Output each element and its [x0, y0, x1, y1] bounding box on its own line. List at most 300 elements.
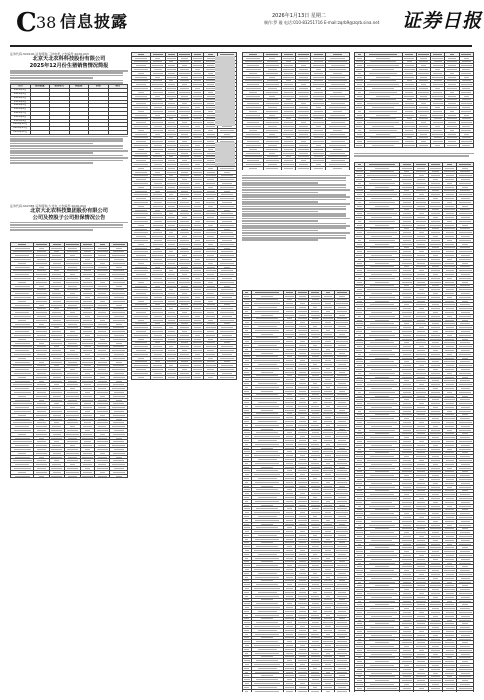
cell-text [181, 286, 188, 287]
cell-text [331, 141, 345, 142]
cell-text [311, 596, 319, 597]
table-header: 销售收入 [50, 85, 70, 89]
cell-text [168, 103, 176, 104]
text-line [10, 75, 123, 77]
cell-text [287, 641, 291, 642]
cell-text [221, 270, 233, 271]
cell-text [287, 489, 291, 490]
cell-text [326, 292, 330, 293]
cell-text [168, 179, 176, 180]
cell-text [168, 65, 176, 66]
cell-text [53, 472, 61, 473]
cell-text [112, 312, 126, 313]
cell-text [134, 297, 147, 298]
cell-text [82, 267, 92, 268]
table-cell [322, 689, 335, 692]
cell-text [261, 429, 273, 430]
cell-text [52, 388, 61, 389]
cell-text [338, 668, 346, 669]
cell-text [284, 122, 293, 123]
cell-text [154, 335, 162, 336]
cell-text [98, 464, 106, 465]
cell-text [244, 637, 249, 638]
cell-text [245, 672, 248, 673]
cell-text [195, 145, 199, 146]
cell-text [168, 225, 175, 226]
table-cell [11, 474, 34, 478]
cell-text [222, 221, 233, 222]
cell-text [207, 248, 215, 249]
cell-text [67, 289, 78, 290]
cell-text [339, 448, 344, 449]
cell-text [311, 675, 320, 676]
cell-text [286, 539, 293, 540]
cell-text [258, 535, 277, 536]
cell-text [169, 289, 173, 290]
text-line [10, 227, 123, 229]
cell-text [13, 460, 32, 461]
cell-text [298, 425, 307, 426]
cell-text [15, 324, 30, 325]
cell-text [330, 153, 345, 154]
cell-text [70, 331, 76, 332]
cell-text [14, 468, 31, 469]
cell-text [15, 426, 28, 427]
cell-text [154, 126, 162, 127]
cell-text [98, 324, 107, 325]
cell-text [207, 134, 215, 135]
cell-text [256, 679, 277, 680]
cell-text [83, 331, 93, 332]
cell-text [311, 322, 320, 323]
cell-text [336, 588, 347, 589]
cell-text [299, 107, 308, 108]
cell-text [208, 73, 213, 74]
cell-text [312, 489, 319, 490]
cell-text [83, 415, 92, 416]
cell-text [255, 349, 279, 350]
cell-text [301, 103, 306, 104]
cell-text [53, 244, 61, 245]
cell-text [324, 618, 332, 619]
cell-text [208, 358, 213, 359]
cell-text [244, 622, 250, 623]
cell-text [85, 316, 90, 317]
cell-text [299, 296, 306, 297]
cell-text [66, 434, 79, 435]
cell-text [323, 565, 332, 566]
cell-text [266, 168, 278, 169]
cell-text [154, 145, 162, 146]
cell-text [67, 384, 78, 385]
cell-text [323, 546, 332, 547]
cell-text [286, 577, 293, 578]
cell-text [168, 130, 175, 131]
cell-text [337, 406, 347, 407]
cell-text [97, 259, 107, 260]
cell-text [245, 626, 249, 627]
cell-text [116, 381, 122, 382]
cell-text [39, 381, 44, 382]
cell-text [180, 69, 188, 70]
cell-text [255, 596, 279, 597]
cell-text [246, 115, 260, 116]
cell-text [254, 436, 280, 437]
cell-text [39, 438, 44, 439]
cell-text [311, 486, 320, 487]
cell-text [298, 520, 307, 521]
text-line [242, 237, 346, 239]
text-line [242, 201, 318, 203]
cell-text [268, 88, 278, 89]
cell-text [13, 384, 32, 385]
cell-text [435, 69, 440, 70]
cell-text [312, 508, 319, 509]
cell-text [180, 297, 188, 298]
cell-text [256, 337, 277, 338]
cell-text [195, 202, 199, 203]
cell-text [113, 346, 124, 347]
cell-text [311, 360, 320, 361]
cell-text [70, 350, 76, 351]
cell-text [311, 311, 319, 312]
cell-text [285, 353, 294, 354]
cell-text [462, 61, 471, 62]
cell-text [39, 305, 44, 306]
table-cell: 2025年4月 [11, 100, 31, 104]
cell-text [181, 248, 188, 249]
cell-text [193, 58, 202, 59]
cell-text [298, 61, 308, 62]
cell-text [244, 668, 249, 669]
cell-text [299, 505, 306, 506]
cell-text [316, 164, 321, 165]
cell-text [301, 122, 306, 123]
cell-text [66, 339, 79, 340]
cell-text [37, 392, 45, 393]
cell-text [220, 320, 233, 321]
cell-text [207, 323, 215, 324]
cell-text [180, 61, 189, 62]
cell-text [152, 103, 163, 104]
cell-text [51, 343, 61, 344]
cell-text [168, 111, 175, 112]
cell-text [66, 282, 79, 283]
cell-text [52, 426, 61, 427]
cell-text [299, 611, 307, 612]
cell-text [405, 65, 414, 66]
cell-text [286, 501, 293, 502]
cell-text [182, 217, 187, 218]
cell-text [193, 179, 201, 180]
cell-text [333, 92, 342, 93]
cell-text [311, 467, 320, 468]
cell-text [255, 330, 279, 331]
cell-text [299, 421, 307, 422]
cell-text [300, 569, 304, 570]
cell-text [181, 172, 188, 173]
cell-text [195, 221, 199, 222]
cell-text [85, 278, 90, 279]
cell-text [311, 444, 319, 445]
cell-text [448, 77, 457, 78]
cell-text [256, 508, 277, 509]
cell-text [247, 141, 259, 142]
cell-text [180, 289, 189, 290]
cell-text [134, 99, 149, 100]
cell-text [39, 286, 44, 287]
cell-text [180, 175, 189, 176]
cell-text [134, 183, 147, 184]
cell-text [312, 356, 319, 357]
cell-text [15, 381, 30, 382]
cell-text [313, 592, 317, 593]
cell-text [84, 327, 92, 328]
cell-text [207, 58, 215, 59]
cell-text [180, 99, 189, 100]
guarantee-table [242, 290, 350, 692]
cell-text [51, 286, 61, 287]
cell-text [153, 80, 162, 81]
cell-text [316, 145, 321, 146]
cell-text [245, 482, 248, 483]
cell-text [207, 255, 214, 256]
cell-text [245, 349, 248, 350]
cell-text [324, 296, 332, 297]
cell-text [180, 270, 189, 271]
cell-text [324, 334, 332, 335]
cell-text [266, 84, 279, 85]
cell-text [68, 476, 77, 477]
cell-text [313, 115, 324, 116]
cell-text [97, 430, 107, 431]
cell-text [244, 318, 250, 319]
table-cell [81, 474, 95, 478]
cell-text [244, 326, 249, 327]
cell-text [261, 467, 273, 468]
cell-text [180, 194, 189, 195]
cell-text [138, 54, 145, 55]
cell-text [138, 244, 145, 245]
cell-text [194, 54, 202, 55]
cell-text [245, 607, 249, 608]
cell-text [182, 160, 187, 161]
cell-text [116, 438, 122, 439]
cell-text [337, 470, 346, 471]
cell-text [82, 457, 92, 458]
cell-text [254, 455, 280, 456]
cell-text [112, 369, 126, 370]
cell-text [153, 130, 163, 131]
cell-text [244, 584, 250, 585]
cell-text [245, 322, 249, 323]
cell-text [337, 425, 347, 426]
cell-text [313, 611, 317, 612]
cell-text [14, 354, 31, 355]
text-line [242, 206, 346, 208]
cell-text [336, 531, 347, 532]
cell-text [245, 664, 249, 665]
cell-text [84, 308, 92, 309]
cell-text [244, 592, 249, 593]
cell-text [261, 618, 273, 619]
cell-text [179, 244, 189, 245]
cell-text [333, 73, 342, 74]
cell-text [244, 561, 249, 562]
cell-text [261, 486, 273, 487]
cell-text [314, 54, 323, 55]
cell-text [324, 307, 333, 308]
table-cell [30, 130, 50, 134]
cell-text [324, 535, 333, 536]
cell-text [167, 267, 175, 268]
cell-text [285, 440, 294, 441]
cell-text [98, 286, 107, 287]
cell-text [336, 436, 347, 437]
cell-text [245, 368, 248, 369]
cell-text [207, 361, 215, 362]
cell-text [220, 282, 233, 283]
cell-text [224, 248, 231, 249]
cell-text [461, 73, 471, 74]
cell-text [39, 476, 44, 477]
cell-text [66, 358, 79, 359]
cell-text [114, 373, 124, 374]
cell-text [338, 459, 346, 460]
cell-text [261, 561, 273, 562]
cell-text [36, 282, 46, 283]
cell-text [168, 350, 176, 351]
cell-text [193, 77, 202, 78]
cell-text [314, 73, 323, 74]
cell-text [287, 622, 291, 623]
cell-text [286, 596, 293, 597]
cell-text [181, 361, 188, 362]
cell-text [464, 96, 469, 97]
cell-text [168, 274, 176, 275]
cell-text [357, 65, 362, 66]
cell-text [268, 69, 278, 70]
cell-text [135, 229, 147, 230]
cell-text [206, 194, 216, 195]
cell-text [337, 577, 347, 578]
text-line [242, 218, 350, 220]
cell-text [221, 213, 233, 214]
cell-text [333, 130, 342, 131]
cell-text [313, 141, 323, 142]
cell-text [82, 286, 92, 287]
cell-text [168, 301, 175, 302]
cell-text [134, 88, 147, 89]
cell-text [323, 641, 332, 642]
cell-text [153, 73, 163, 74]
cell-text [53, 358, 61, 359]
cell-text [39, 419, 44, 420]
cell-text [168, 282, 175, 283]
cell-text [311, 542, 320, 543]
cell-text [39, 324, 44, 325]
cell-text [83, 369, 93, 370]
cell-text [153, 194, 162, 195]
cell-text [83, 244, 92, 245]
cell-text [18, 301, 27, 302]
cell-text [167, 248, 175, 249]
cell-text [356, 61, 363, 62]
cell-text [15, 445, 28, 446]
cell-text [138, 111, 145, 112]
cell-text [15, 464, 28, 465]
cell-text [311, 607, 320, 608]
cell-text [180, 308, 189, 309]
cell-text [153, 320, 163, 321]
cell-text [337, 349, 347, 350]
cell-text [167, 342, 175, 343]
cell-text [311, 493, 320, 494]
cell-text [336, 379, 347, 380]
cell-text [287, 603, 291, 604]
cell-text [266, 149, 278, 150]
cell-text [206, 164, 215, 165]
cell-text [285, 326, 294, 327]
cell-text [167, 354, 176, 355]
cell-text [113, 289, 124, 290]
cell-text [256, 299, 277, 300]
cell-text [247, 84, 259, 85]
cell-text [222, 278, 233, 279]
cell-text [15, 331, 28, 332]
cell-text [206, 145, 215, 146]
cell-text [339, 334, 344, 335]
cell-text [258, 573, 277, 574]
cell-text [324, 486, 332, 487]
cell-text [54, 365, 59, 366]
cell-text [136, 103, 147, 104]
cell-text [420, 58, 428, 59]
cell-text [256, 527, 277, 528]
cell-text [311, 296, 320, 297]
cell-text [314, 92, 323, 93]
cell-text [155, 304, 160, 305]
cell-text [326, 539, 330, 540]
cell-text [337, 565, 346, 566]
cell-text [155, 172, 160, 173]
cell-text [134, 373, 147, 374]
cell-text [136, 312, 147, 313]
cell-text [83, 320, 92, 321]
cell-text [323, 375, 332, 376]
cell-text [312, 679, 319, 680]
cell-text [249, 149, 257, 150]
cell-text [286, 691, 293, 692]
cell-text [299, 630, 307, 631]
cell-text [66, 263, 79, 264]
cell-text [134, 80, 149, 81]
cell-text [135, 342, 147, 343]
text-line [10, 80, 123, 82]
cell-text [323, 603, 332, 604]
cell-text [153, 339, 163, 340]
cell-text [325, 436, 332, 437]
cell-text [298, 527, 307, 528]
cell-text [254, 474, 280, 475]
cell-text [269, 115, 275, 116]
cell-text [298, 130, 309, 131]
table-cell: 2025年7月 [11, 111, 31, 115]
cell-text [15, 274, 28, 275]
column-3 [242, 52, 350, 692]
cell-text [323, 337, 332, 338]
cell-text [154, 373, 162, 374]
